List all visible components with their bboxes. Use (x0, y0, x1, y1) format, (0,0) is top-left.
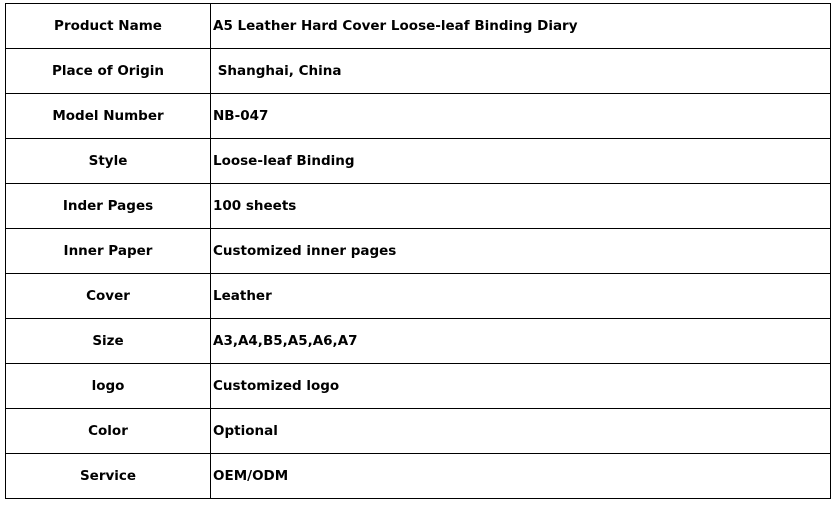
row-value: A5 Leather Hard Cover Loose-leaf Binding Diary (211, 4, 831, 49)
row-value: Optional (211, 409, 831, 454)
spec-table-body (6, 4, 831, 499)
row-value: 100 sheets (211, 184, 831, 229)
row-value: A3,A4,B5,A5,A6,A7 (211, 319, 831, 364)
table-row (6, 454, 831, 499)
table-row (6, 409, 831, 454)
row-label: Cover (6, 274, 211, 319)
row-value: Customized logo (211, 364, 831, 409)
row-value: Customized inner pages (211, 229, 831, 274)
row-label: Model Number (6, 94, 211, 139)
row-label: Inder Pages (6, 184, 211, 229)
table-row (6, 229, 831, 274)
table-row (6, 139, 831, 184)
row-label: Size (6, 319, 211, 364)
row-label: logo (6, 364, 211, 409)
table-row (6, 49, 831, 94)
row-label: Style (6, 139, 211, 184)
row-label: Color (6, 409, 211, 454)
table-row (6, 274, 831, 319)
row-label: Service (6, 454, 211, 499)
table-row (6, 94, 831, 139)
row-label: Product Name (6, 4, 211, 49)
table-row (6, 4, 831, 49)
row-label: Inner Paper (6, 229, 211, 274)
table-row (6, 319, 831, 364)
table-row (6, 364, 831, 409)
product-spec-table (5, 3, 831, 499)
row-label: Place of Origin (6, 49, 211, 94)
table-row (6, 184, 831, 229)
row-value: Loose-leaf Binding (211, 139, 831, 184)
row-value: NB-047 (211, 94, 831, 139)
row-value: Leather (211, 274, 831, 319)
row-value: OEM/ODM (211, 454, 831, 499)
row-value: Shanghai, China (211, 49, 831, 94)
